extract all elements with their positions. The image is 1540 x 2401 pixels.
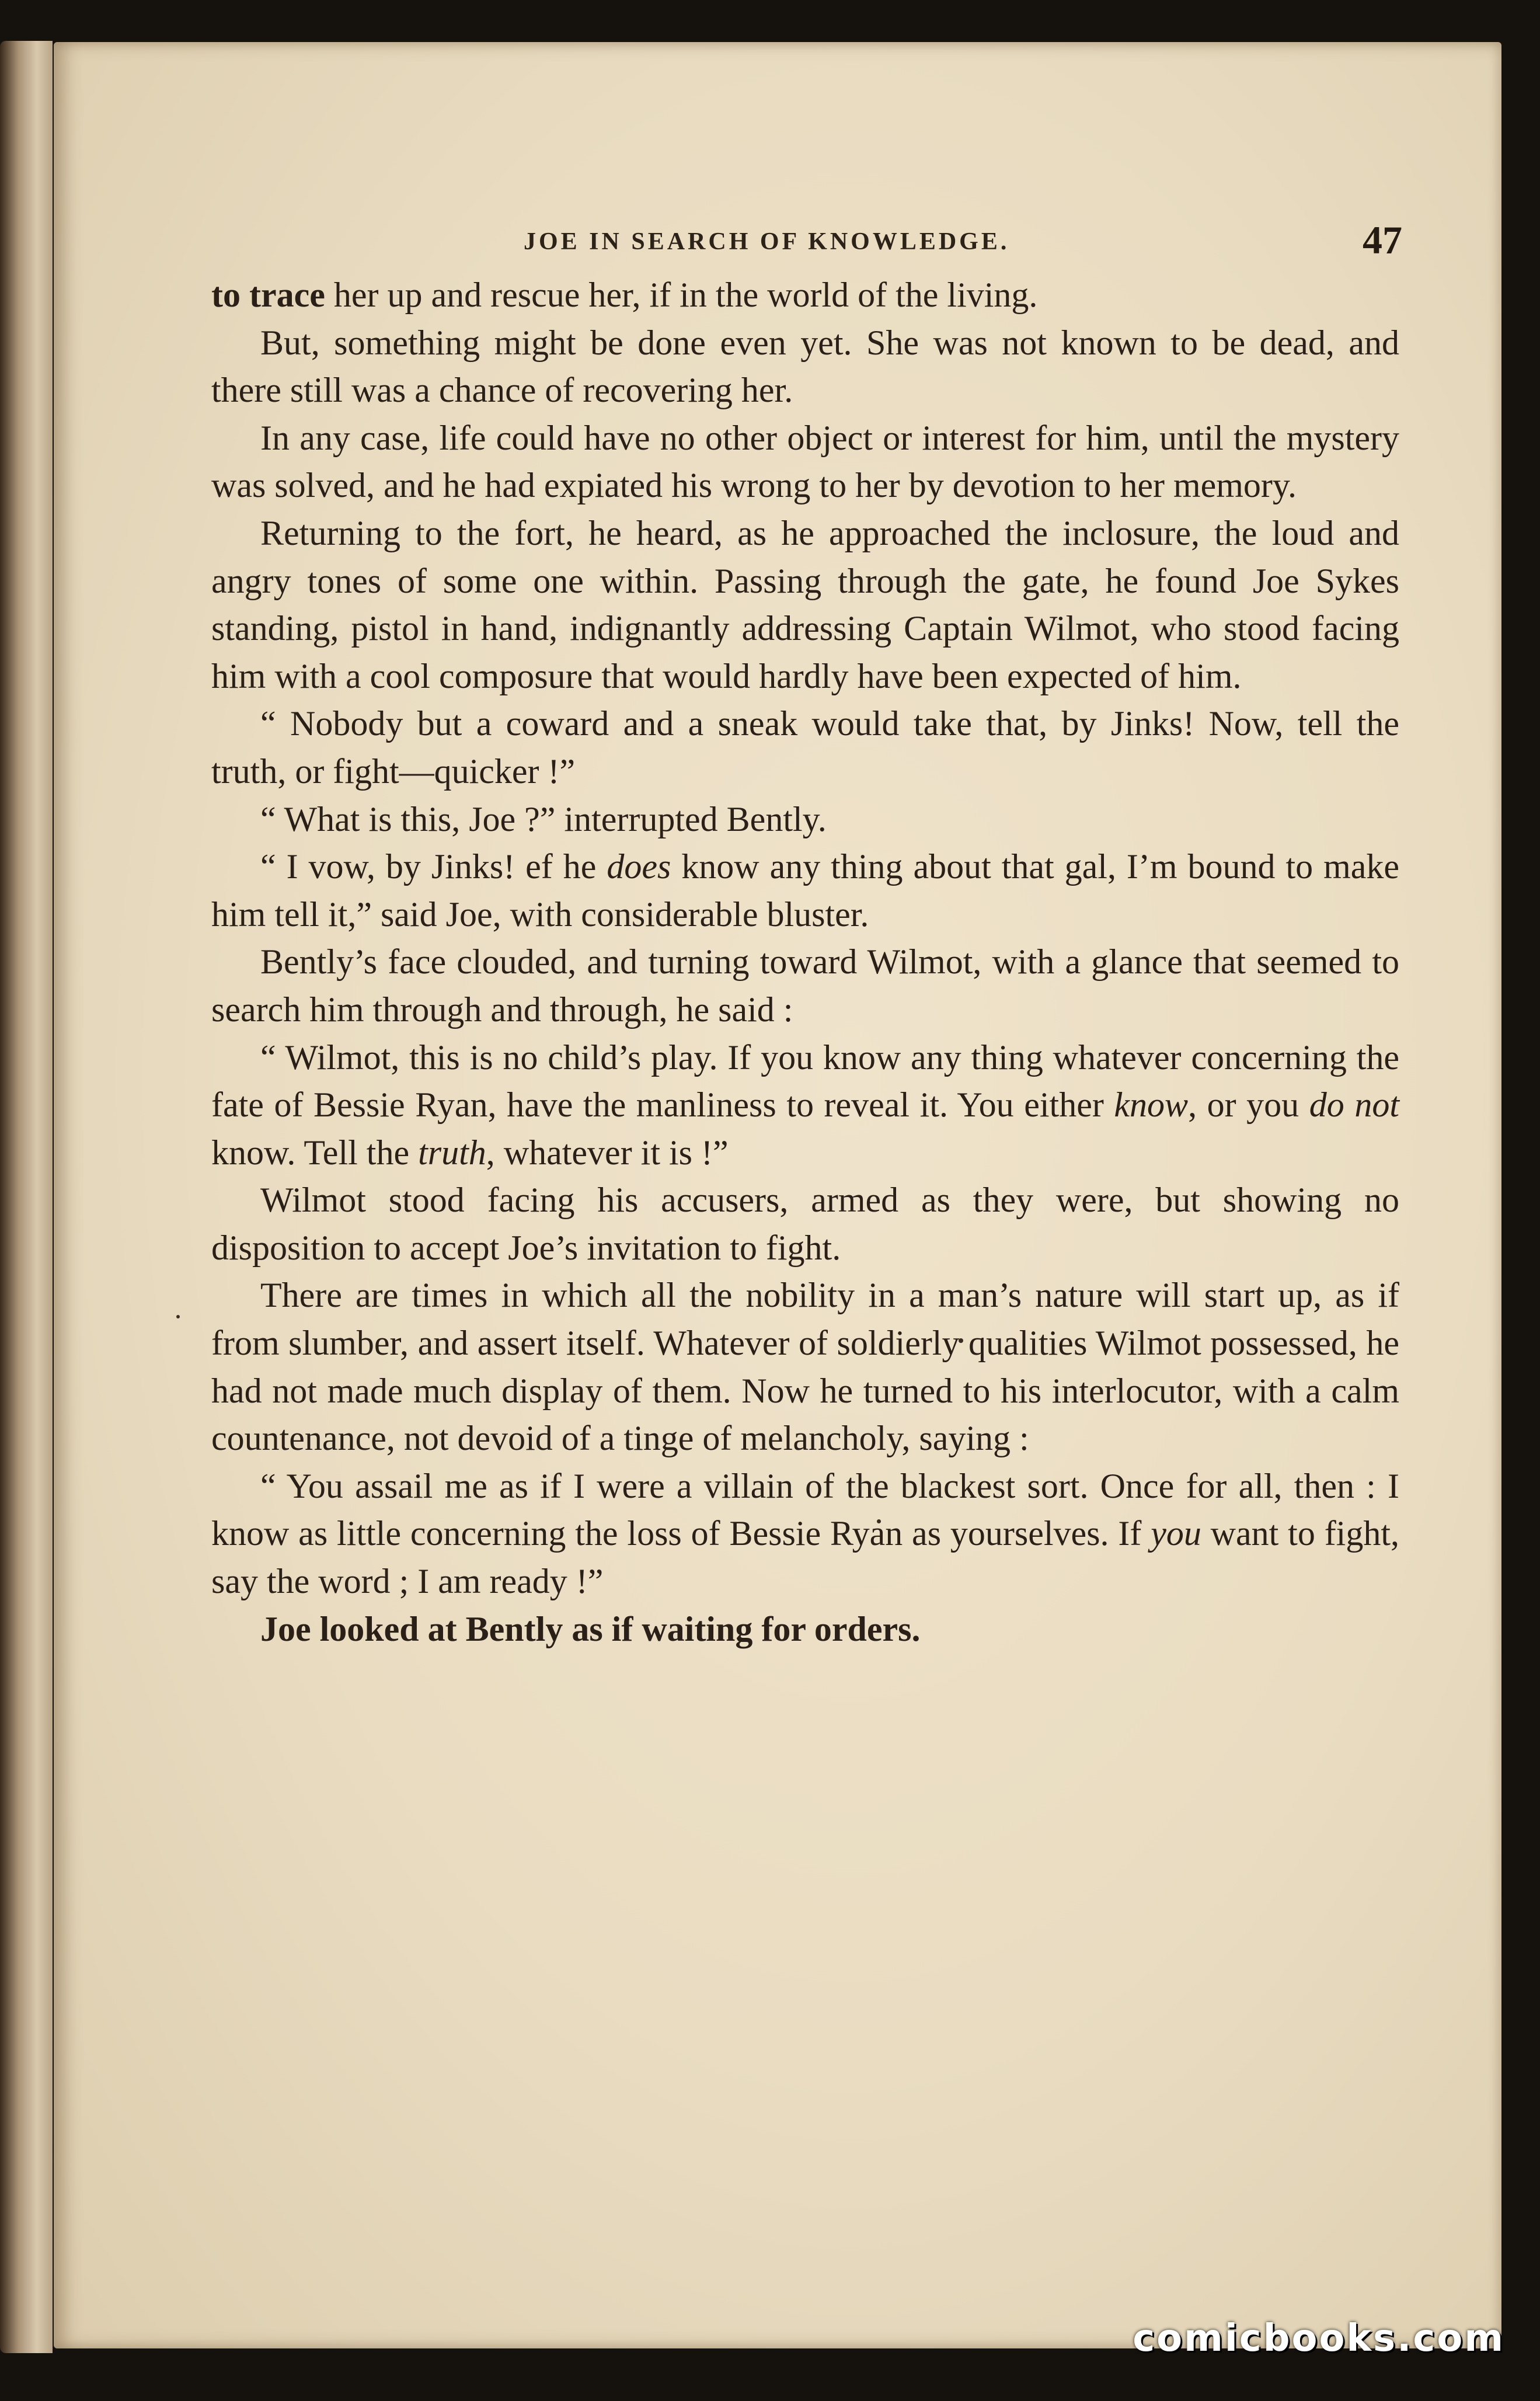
left-page-edge bbox=[0, 41, 53, 2353]
paragraph-lead-words: to trace bbox=[211, 276, 325, 314]
paragraph-text: “ I vow, by Jinks! ef he bbox=[260, 847, 607, 886]
paragraph-text: , whatever it is !” bbox=[486, 1133, 729, 1172]
emphasis: do not bbox=[1309, 1085, 1400, 1125]
paragraph: “ What is this, Joe ?” interrupted Bently. bbox=[260, 799, 827, 838]
paper-speck bbox=[176, 1315, 180, 1318]
paragraph-text: , or you bbox=[1188, 1085, 1309, 1125]
paragraph: “ Nobody but a coward and a sneak would take that, by Jinks! Now, tell the truth, or fight—quicker !” bbox=[211, 704, 1399, 791]
paragraph bbox=[211, 272, 1399, 319]
paragraph-text: her up and rescue her, if in the world of the living. bbox=[325, 276, 1038, 314]
paragraph-text: “ Wilmot, this is no child’s play. If you know any thing whatever concerning the fate of Bessie Ryan, have the manliness to reveal it. You either bbox=[211, 1038, 1399, 1125]
page-number: 47 bbox=[1363, 218, 1402, 262]
paragraph: There are times in which all the nobility in a man’s nature will start up, as if from slumber, and assert itself. Whatever of soldierly qualities Wilmot possessed, he had not made much display of them. Now he turned to his interlocutor, with a calm countenance, not devoid of a tinge of melancholy, saying : bbox=[211, 1276, 1399, 1458]
emphasis: truth bbox=[418, 1133, 486, 1172]
paragraph: In any case, life could have no other object or interest for him, until the mystery was solved, and he had expiated his wrong to her by devotion to her memory. bbox=[211, 418, 1399, 505]
body-text bbox=[211, 272, 1399, 1653]
paragraph bbox=[211, 1463, 1399, 1606]
paragraph bbox=[211, 843, 1399, 938]
emphasis: does bbox=[607, 847, 671, 886]
paragraph-text: want to fight, say the word ; I am ready !” bbox=[211, 1514, 1400, 1601]
emphasis: you bbox=[1151, 1514, 1201, 1553]
paragraph: Joe looked at Bently as if waiting for orders. bbox=[260, 1609, 921, 1648]
paragraph: Bently’s face clouded, and turning toward Wilmot, with a glance that seemed to search him through and through, he said : bbox=[211, 942, 1399, 1029]
paragraph-text: “ You assail me as if I were a villain of the blackest sort. Once for all, then : I know as little concerning the loss of Bessie Ryan as yourselves. If bbox=[211, 1466, 1399, 1553]
page-header bbox=[54, 217, 1501, 264]
emphasis: know bbox=[1114, 1085, 1189, 1125]
running-head: JOE IN SEARCH OF KNOWLEDGE. bbox=[524, 228, 1010, 255]
paragraph: Wilmot stood facing his accusers, armed as they were, but showing no disposition to accept Joe’s invitation to fight. bbox=[211, 1181, 1399, 1267]
watermark: comicbooks.com bbox=[1133, 2317, 1505, 2360]
paragraph-text: know any thing about that gal, I’m bound to make him tell it,” said Joe, with considerable bluster. bbox=[211, 847, 1400, 934]
paragraph-text: know. Tell the bbox=[211, 1133, 419, 1172]
paragraph: Returning to the fort, he heard, as he approached the inclosure, the loud and angry tones of some one within. Passing through the gate, he found Joe Sykes standing, pistol in hand, indignantly addressing Captain Wilmot, who stood facing him with a cool composure that would hardly have been expected of him. bbox=[211, 513, 1399, 695]
paragraph: But, something might be done even yet. She was not known to be dead, and there still was a chance of recovering her. bbox=[211, 323, 1399, 410]
paragraph bbox=[211, 1034, 1399, 1177]
